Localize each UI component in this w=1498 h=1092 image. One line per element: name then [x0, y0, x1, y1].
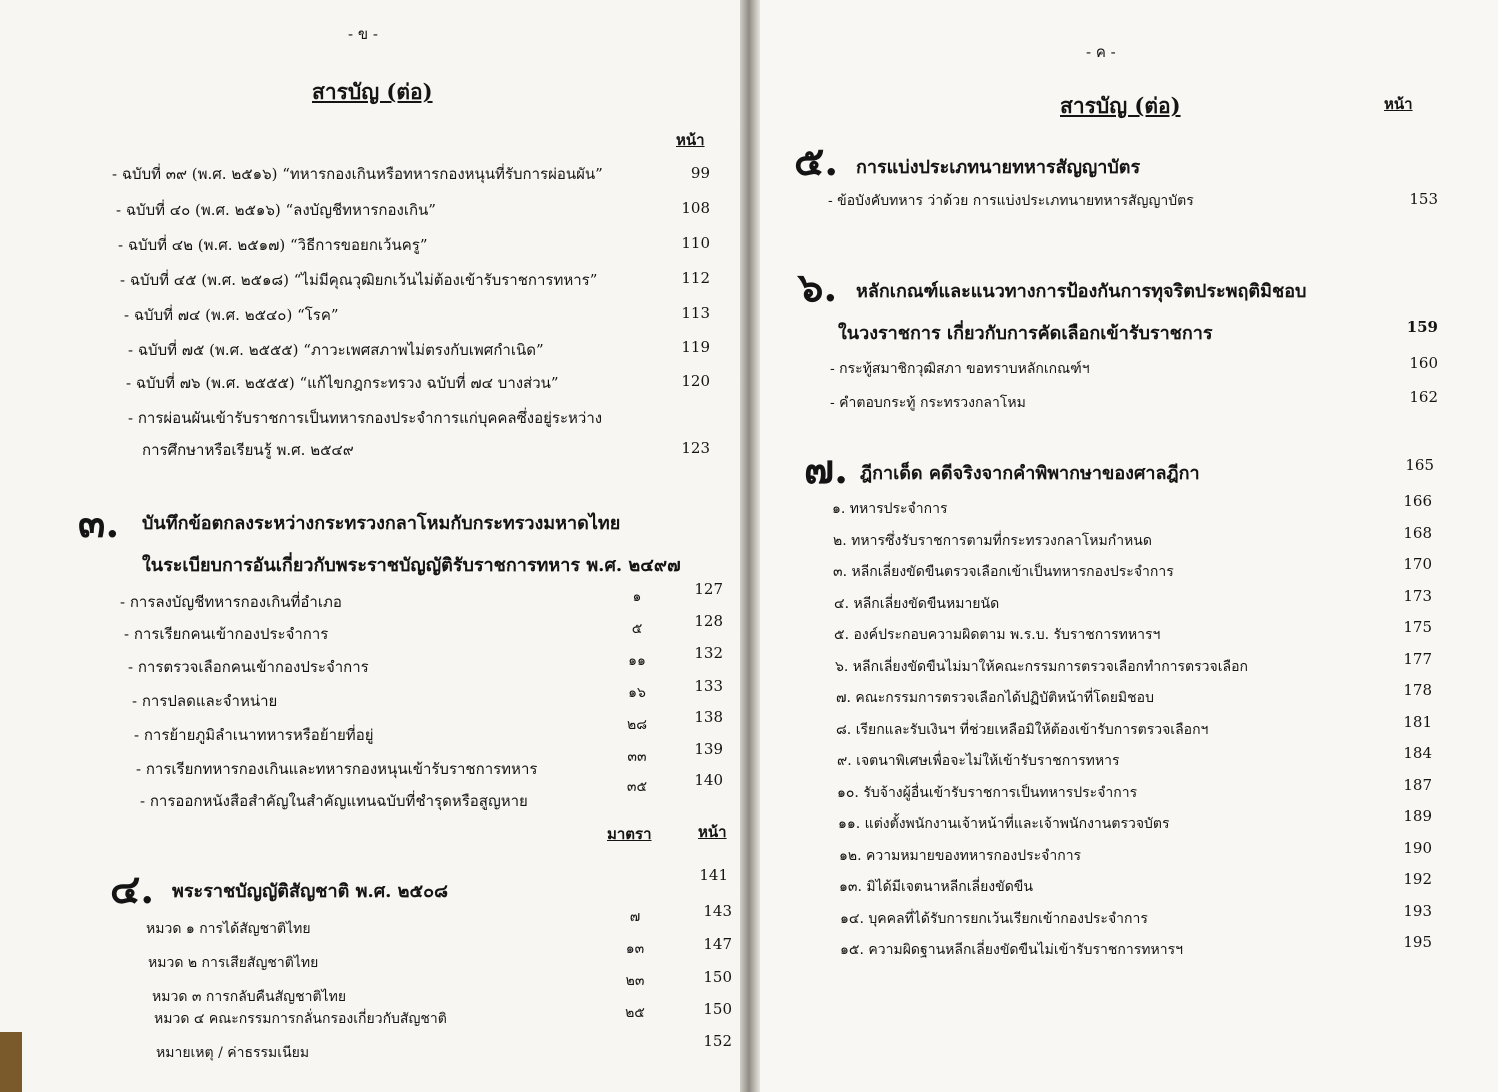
item-page-number: 173: [1403, 587, 1432, 605]
entry-page-number: 123: [681, 439, 710, 457]
section-4-page: 141: [699, 866, 728, 884]
article-number: ๕: [631, 621, 643, 637]
item-page-number: 160: [1409, 354, 1438, 372]
regulation-entry: - ฉบับที่ ๗๖ (พ.ศ. ๒๕๕๕) “แก้ไขกฎกระทรวง ฉบับที่ ๗๔ บางส่วน”: [126, 374, 559, 392]
article-number: ๑๖: [628, 685, 646, 701]
section-6-number: ๖.: [798, 264, 838, 311]
regulation-entry: - การผ่อนผันเข้ารับราชการเป็นทหารกองประจำการแก่บุคคลซึ่งอยู่ระหว่าง: [128, 409, 603, 427]
item-page-number: 177: [1403, 650, 1432, 668]
entry-page-number: 120: [681, 372, 710, 390]
section-3-title-line1: บันทึกข้อตกลงระหว่างกระทรวงกลาโหมกับกระทรวงมหาดไทย: [142, 513, 621, 534]
book-gutter: [740, 0, 760, 1092]
verdict-item: ๑. ทหารประจำการ: [832, 501, 948, 517]
item-page-number: 166: [1403, 492, 1432, 510]
article-number: ๒๘: [626, 717, 648, 733]
item-page-number: 138: [694, 708, 723, 726]
item-page-number: 150: [703, 968, 732, 986]
item-page-number: 181: [1403, 713, 1432, 731]
chapter-item: หมวด ๔ คณะกรรมการกลั่นกรองเกี่ยวกับสัญชาติ: [154, 1011, 447, 1027]
chapter-item: หมวด ๒ การเสียสัญชาติไทย: [148, 955, 319, 971]
item-page-number: 140: [694, 771, 723, 789]
item-page-number: 184: [1403, 744, 1432, 762]
verdict-item: ๗. คณะกรรมการตรวจเลือกได้ปฏิบัติหน้าที่โดยมิชอบ: [836, 690, 1154, 706]
verdict-item: ๘. เรียกและรับเงินฯ ที่ช่วยเหลือมิให้ต้องเข้ารับการตรวจเลือกฯ: [836, 722, 1209, 738]
section-6-title-line1: หลักเกณฑ์และแนวทางการป้องกันการทุจริตประพฤติมิชอบ: [856, 281, 1307, 302]
article-column-header: มาตรา: [607, 825, 652, 843]
item-page-number: 139: [694, 740, 723, 758]
agreement-item: - การย้ายภูมิลำเนาทหารหรือย้ายที่อยู่: [134, 726, 374, 744]
article-number: ๑๑: [628, 653, 646, 669]
verdict-item: ๔. หลีกเลี่ยงขัดขืนหมายนัด: [834, 596, 1000, 612]
verdict-item: ๓. หลีกเลี่ยงขัดขืนตรวจเลือกเข้าเป็นทหารกองประจำการ: [833, 564, 1174, 580]
item-page-number: 143: [703, 902, 732, 920]
regulation-entry: - ฉบับที่ ๗๕ (พ.ศ. ๒๕๕๕) “ภาวะเพศสภาพไม่ตรงกับเพศกำเนิด”: [128, 341, 544, 359]
section-4-number: ๔.: [110, 866, 155, 913]
verdict-item: ๑๓. มิได้มีเจตนาหลีกเลี่ยงขัดขืน: [839, 879, 1033, 895]
section-5-title: การแบ่งประเภทนายทหารสัญญาบัตร: [856, 157, 1141, 178]
verdict-item: ๑๑. แต่งตั้งพนักงานเจ้าหน้าที่และเจ้าพนักงานตรวจบัตร: [838, 816, 1170, 832]
item-page-number: 147: [703, 935, 732, 953]
regulation-entry: - ฉบับที่ ๗๔ (พ.ศ. ๒๕๔๐) “โรค”: [124, 306, 339, 324]
entry-page-number: 113: [681, 304, 710, 322]
regulation-entry: - ฉบับที่ ๔๒ (พ.ศ. ๒๕๑๗) “วิธีการขอยกเว้นครู”: [118, 236, 428, 254]
item-page-number: 178: [1403, 681, 1432, 699]
item-page-number: 128: [694, 612, 723, 630]
section-5-number: ๕.: [794, 138, 839, 185]
chapter-item: หมายเหตุ / ค่าธรรมเนียม: [156, 1045, 310, 1061]
article-number: ๑๓: [625, 941, 645, 957]
verdict-item: ๒. ทหารซึ่งรับราชการตามที่กระทรวงกลาโหมกำหนด: [833, 533, 1152, 549]
right-page: [760, 0, 1498, 1092]
item-page-number: 132: [694, 644, 723, 662]
verdict-item: ๑๒. ความหมายของทหารกองประจำการ: [839, 848, 1082, 864]
page-label: - ค -: [1086, 43, 1116, 61]
article-number: ๓๕: [626, 779, 648, 795]
article-number: ๓๓: [627, 749, 647, 765]
page-edge-shadow: [0, 1032, 22, 1092]
item-page-number: 150: [703, 1000, 732, 1018]
section-7-title: ฎีกาเด็ด คดีจริงจากคำพิพากษาของศาลฎีกา: [860, 463, 1200, 484]
entry-page-number: 110: [681, 234, 710, 252]
item-page-number: 193: [1403, 902, 1432, 920]
section-4-title: พระราชบัญญัติสัญชาติ พ.ศ. ๒๕๐๘: [172, 881, 449, 902]
verdict-item: ๖. หลีกเลี่ยงขัดขืนไม่มาให้คณะกรรมการตรวจเลือกทำการตรวจเลือก: [835, 659, 1248, 675]
section-6-title-line2: ในวงราชการ เกี่ยวกับการคัดเลือกเข้ารับราชการ: [838, 323, 1213, 344]
item-page-number: 170: [1403, 555, 1432, 573]
item-page-number: 152: [703, 1032, 732, 1050]
item-page-number: 189: [1403, 807, 1432, 825]
verdict-item: ๙. เจตนาพิเศษเพื่อจะไม่ให้เข้ารับราชการทหาร: [837, 753, 1120, 769]
item-page-number: 175: [1403, 618, 1432, 636]
agreement-item: - การตรวจเลือกคนเข้ากองประจำการ: [128, 658, 369, 676]
item-page-number: 187: [1403, 776, 1432, 794]
verdict-item: ๑๕. ความผิดฐานหลีกเลี่ยงขัดขืนไม่เข้ารับราชการทหารฯ: [840, 942, 1183, 958]
article-number: ๑: [632, 589, 642, 605]
item-page-number: 168: [1403, 524, 1432, 542]
section-7-page: 165: [1405, 456, 1434, 474]
article-number: ๗: [629, 909, 641, 925]
page-column-header: หน้า: [1384, 95, 1413, 113]
section-7-number: ๗.: [804, 446, 849, 493]
page-column-header: หน้า: [676, 131, 705, 149]
item-page-number: 162: [1409, 388, 1438, 406]
verdict-item: ๑๔. บุคคลที่ได้รับการยกเว้นเรียกเข้ากองประจำการ: [840, 911, 1148, 927]
left-page: [0, 0, 740, 1092]
item-page-number: 190: [1403, 839, 1432, 857]
inquiry-item: - กระทู้สมาชิกวุฒิสภา ขอทราบหลักเกณฑ์ฯ: [830, 361, 1090, 377]
agreement-item: - การลงบัญชีทหารกองเกินที่อำเภอ: [120, 593, 342, 611]
section-6-page: 159: [1406, 318, 1438, 336]
item-page-number: 195: [1403, 933, 1432, 951]
regulation-entry: - ฉบับที่ ๔๐ (พ.ศ. ๒๕๑๖) “ลงบัญชีทหารกองเกิน”: [116, 201, 436, 219]
section-3-title-line2: ในระเบียบการอันเกี่ยวกับพระราชบัญญัติรับราชการทหาร พ.ศ. ๒๔๙๗: [142, 555, 681, 576]
regulation-item: - ข้อบังคับทหาร ว่าด้วย การแบ่งประเภทนายทหารสัญญาบัตร: [828, 193, 1194, 209]
chapter-item: หมวด ๑ การได้สัญชาติไทย: [146, 921, 311, 937]
entry-page-number: 112: [681, 269, 710, 287]
section-3-number: ๓.: [78, 500, 120, 547]
entry-page-number: 108: [681, 199, 710, 217]
item-page-number: 192: [1403, 870, 1432, 888]
entry-page-number: 99: [690, 164, 710, 182]
chapter-item: หมวด ๓ การกลับคืนสัญชาติไทย: [152, 989, 347, 1005]
regulation-entry: การศึกษาหรือเรียนรู้ พ.ศ. ๒๕๔๙: [142, 441, 354, 459]
item-page-number: 153: [1409, 190, 1438, 208]
agreement-item: - การเรียกทหารกองเกินและทหารกองหนุนเข้ารับราชการทหาร: [136, 760, 538, 778]
entry-page-number: 119: [681, 338, 710, 356]
page-column-header: หน้า: [698, 823, 727, 841]
article-number: ๒๕: [625, 1005, 645, 1021]
agreement-item: - การเรียกคนเข้ากองประจำการ: [124, 625, 329, 643]
inquiry-item: - คำตอบกระทู้ กระทรวงกลาโหม: [830, 395, 1026, 411]
article-number: ๒๓: [625, 973, 645, 989]
agreement-item: - การออกหนังสือสำคัญในสำคัญแทนฉบับที่ชำรุดหรือสูญหาย: [140, 792, 528, 810]
page-title: สารบัญ (ต่อ): [1060, 93, 1181, 118]
regulation-entry: - ฉบับที่ ๓๙ (พ.ศ. ๒๕๑๖) “ทหารกองเกินหรือทหารกองหนุนที่รับการผ่อนผัน”: [112, 165, 603, 183]
regulation-entry: - ฉบับที่ ๔๕ (พ.ศ. ๒๕๑๘) “ไม่มีคุณวุฒิยกเว้นไม่ต้องเข้ารับราชการทหาร”: [120, 271, 598, 289]
agreement-item: - การปลดและจำหน่าย: [132, 692, 278, 710]
verdict-item: ๕. องค์ประกอบความผิดตาม พ.ร.บ. รับราชการทหารฯ: [834, 627, 1161, 643]
item-page-number: 133: [694, 677, 723, 695]
page-label: - ข -: [348, 25, 378, 43]
page-title: สารบัญ (ต่อ): [312, 79, 433, 104]
item-page-number: 127: [694, 580, 723, 598]
verdict-item: ๑๐. รับจ้างผู้อื่นเข้ารับราชการเป็นทหารประจำการ: [837, 785, 1138, 801]
